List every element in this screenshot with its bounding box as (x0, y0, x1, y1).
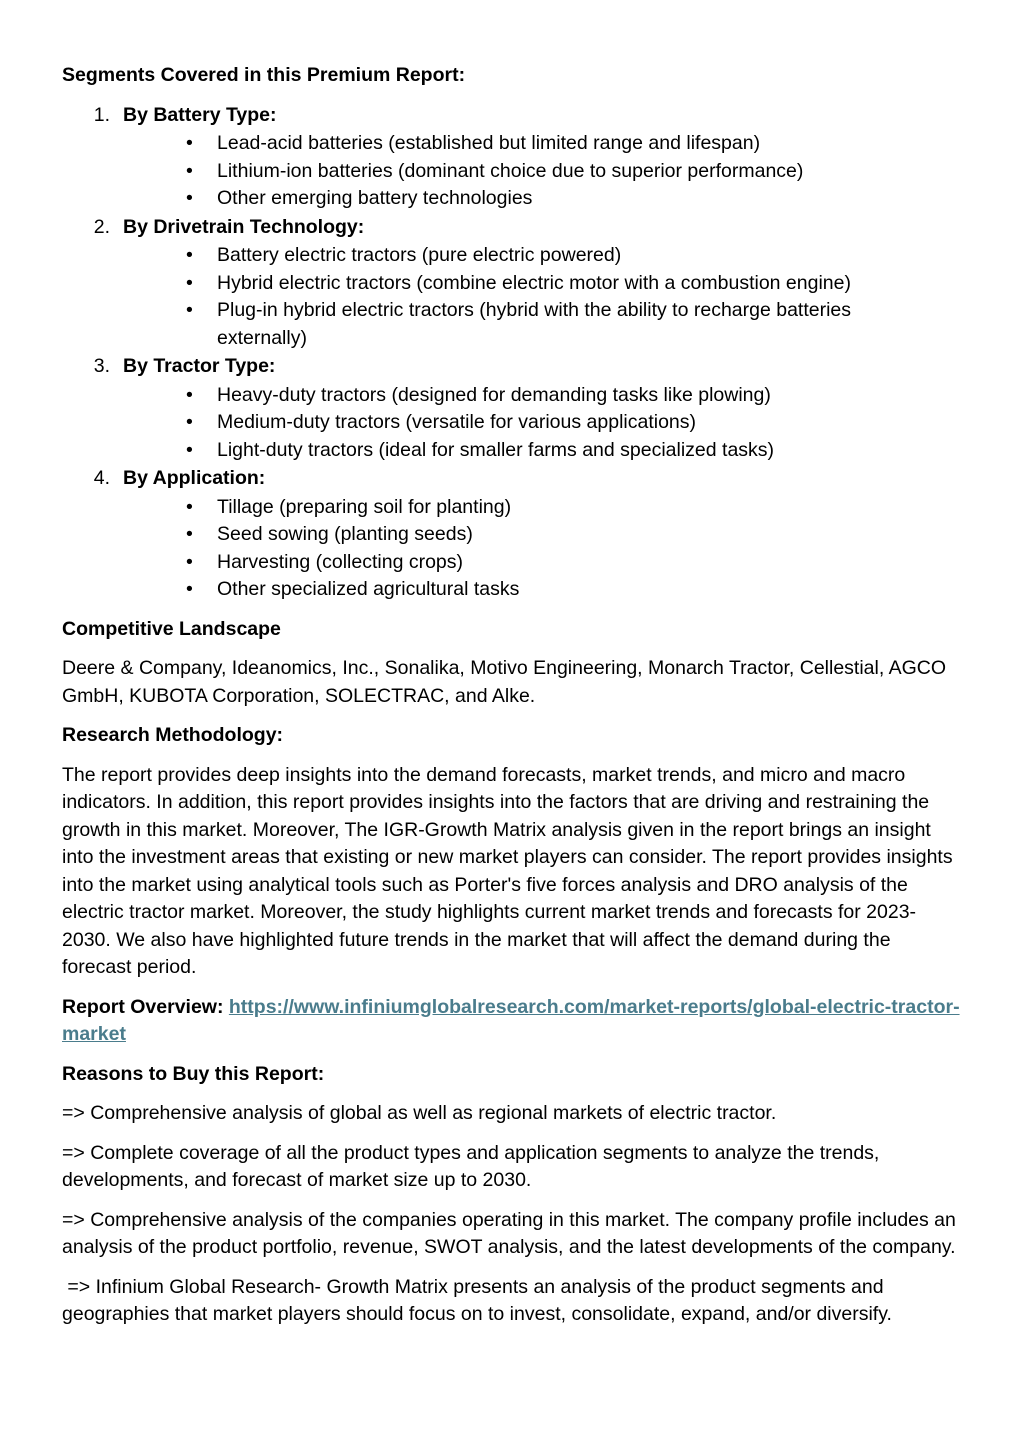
segment-number: 2. (93, 215, 110, 238)
segment-number: 4. (93, 467, 110, 489)
list-item: • Medium-duty tractors (versatile for various applications) (62, 409, 962, 437)
report-overview-label: Report Overview: (62, 995, 224, 1018)
segment-title: By Tractor Type: (123, 355, 276, 377)
list-item: • Lithium-ion batteries (dominant choice due to superior performance) (62, 158, 962, 186)
list-item: • Heavy-duty tractors (designed for demanding tasks like plowing) (62, 382, 962, 410)
list-item: • Light-duty tractors (ideal for smaller farms and specialized tasks) (62, 437, 962, 465)
list-item: • Seed sowing (planting seeds) (62, 521, 962, 549)
reasons-heading: Reasons to Buy this Report: (62, 1062, 325, 1085)
list-item: • Battery electric tractors (pure electric powered) (62, 242, 962, 270)
bullet-list (62, 382, 962, 465)
list-item: • Lead-acid batteries (established but limited range and lifespan) (62, 130, 962, 158)
segments-heading: Segments Covered in this Premium Report: (62, 64, 466, 86)
reason-item: => Comprehensive analysis of the companies operating in this market. The company profile includes an analysis of the product portfolio, revenue, SWOT analysis, and the latest developments of the company. (62, 1208, 956, 1258)
bullet-list (62, 130, 962, 213)
segment-number: 1. (93, 103, 110, 126)
bullet-list (62, 494, 962, 604)
segment-application (62, 465, 962, 604)
segment-drivetrain-technology (62, 214, 962, 353)
report-overview-link[interactable]: https://www.infiniumglobalresearch.com/market-reports/global-electric-tractor-market (62, 995, 960, 1045)
list-item: • Hybrid electric tractors (combine electric motor with a combustion engine) (62, 270, 962, 298)
reason-item: => Complete coverage of all the product types and application segments to analyze the trends, developments, and forecast of market size up to 2030. (62, 1141, 880, 1191)
document-content (62, 62, 962, 1341)
list-item: • Tillage (preparing soil for planting) (62, 494, 962, 522)
segment-number: 3. (93, 355, 110, 377)
competitive-heading: Competitive Landscape (62, 617, 281, 640)
reason-item: => Infinium Global Research- Growth Matrix presents an analysis of the product segments and geographies that market players should focus on to invest, consolidate, expand, and/or diversify. (62, 1275, 892, 1325)
list-item: • Other specialized agricultural tasks (62, 576, 962, 604)
list-item: • Other emerging battery technologies (62, 185, 962, 213)
segment-title: By Application: (123, 467, 266, 489)
segment-battery-type (62, 102, 962, 213)
methodology-heading: Research Methodology: (62, 724, 284, 746)
report-overview (62, 994, 962, 1049)
segment-title: By Drivetrain Technology: (123, 215, 365, 238)
segment-title: By Battery Type: (123, 103, 277, 126)
list-item: • Harvesting (collecting crops) (62, 549, 962, 577)
list-item: • Plug-in hybrid electric tractors (hybrid with the ability to recharge batteries externally) (62, 297, 962, 352)
segments-list (62, 102, 962, 604)
competitive-text: Deere & Company, Ideanomics, Inc., Sonalika, Motivo Engineering, Monarch Tractor, Cellestial, AGCO GmbH, KUBOTA Corporation, SOLECTRAC, and Alke. (62, 657, 947, 707)
methodology-text: The report provides deep insights into the demand forecasts, market trends, and micro and macro indicators. In addition, this report provides insights into the factors that are driving and restraining the growth in this market. Moreover, The IGR-Growth Matrix analysis given in the report brings an insight into the investment areas that existing or new market players can consider. The report provides insights into the market using analytical tools such as Porter's five forces analysis and DRO analysis of the electric tractor market. Moreover, the study highlights current market trends and forecasts for 2023-2030. We also have highlighted future trends in the market that will affect the demand during the forecast period. (62, 763, 953, 978)
segment-tractor-type (62, 353, 962, 464)
bullet-list (62, 242, 962, 352)
reason-item: => Comprehensive analysis of global as well as regional markets of electric tractor. (62, 1102, 777, 1124)
